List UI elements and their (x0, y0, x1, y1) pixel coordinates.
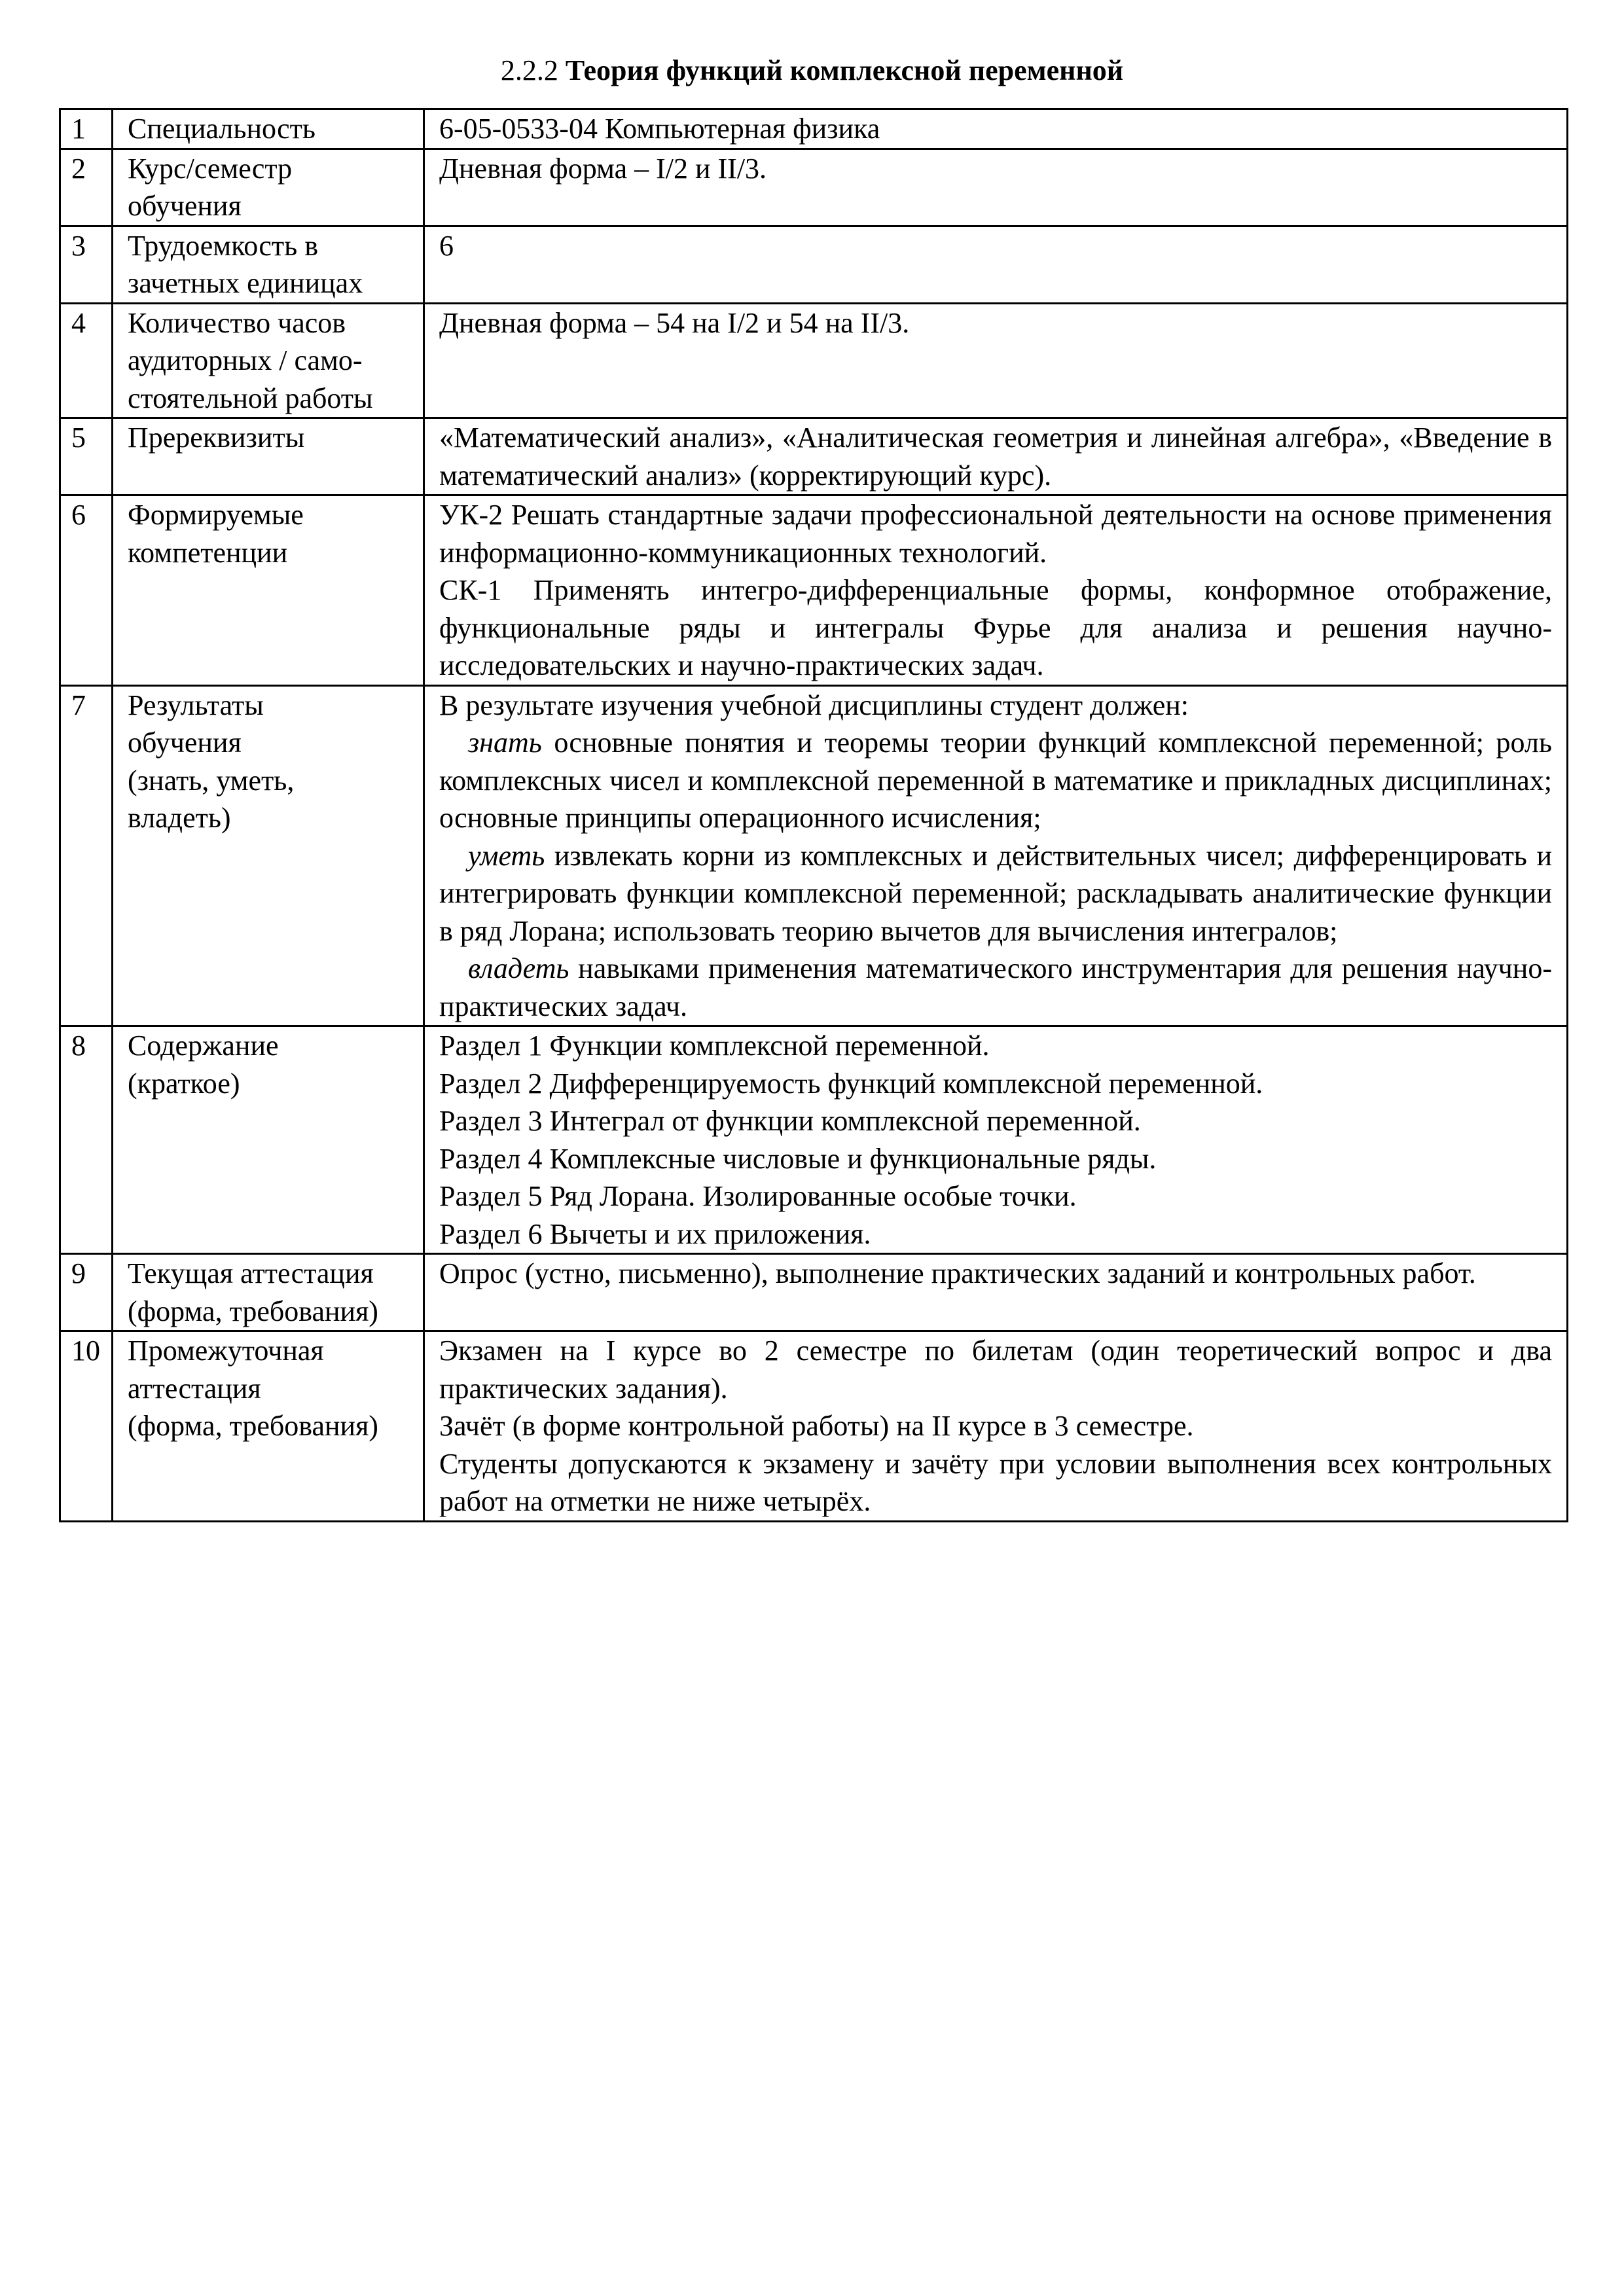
outcome-text: основные понятия и теоремы теории функций комплексной переменной; роль комплексных чисел и комплексной переменной в математике и прикладных дисциплинах; основные принципы операционного исчисления; (439, 726, 1552, 834)
content-paragraph: Дневная форма – I/2 и II/3. (439, 152, 767, 185)
row-label-line: (форма, требования) (128, 1295, 378, 1327)
row-label-line: Текущая аттестация (128, 1257, 374, 1289)
row-number: 2 (71, 152, 86, 185)
outcome-know (439, 724, 1552, 837)
row-number: 8 (71, 1030, 86, 1062)
row-label-cell (113, 109, 424, 149)
outcome-term: владеть (468, 952, 569, 984)
row-content-cell (424, 1254, 1568, 1331)
row-label-cell (113, 1026, 424, 1254)
row-content-cell (424, 149, 1568, 226)
table-row (60, 685, 1568, 1026)
row-number-cell (60, 149, 113, 226)
row-number: 1 (71, 113, 86, 145)
content-paragraph: 6-05-0533-04 Компьютерная физика (439, 113, 880, 145)
table-row (60, 1026, 1568, 1254)
row-label-line: стоятельной работы (128, 382, 373, 414)
row-label-line: Формируемые (128, 499, 304, 531)
row-content-cell (424, 418, 1568, 495)
content-section-item: Раздел 4 Комплексные числовые и функциональные ряды. (439, 1142, 1157, 1175)
table-row (60, 1331, 1568, 1522)
row-label-line: аттестация (128, 1372, 261, 1405)
outcome-text: навыками применения математического инструментария для решения научно-практических задач. (439, 952, 1552, 1022)
table-row (60, 109, 1568, 149)
outcome-term: знать (468, 726, 542, 759)
row-label-line: Промежуточная (128, 1335, 324, 1367)
row-number-cell (60, 1331, 113, 1522)
content-section-item: Раздел 2 Дифференцируемость функций комплексной переменной. (439, 1067, 1263, 1100)
row-label-line: Специальность (128, 113, 316, 145)
content-paragraph: Зачёт (в форме контрольной работы) на II курсе в 3 семестре. (439, 1410, 1194, 1442)
content-paragraph: СК-1 Применять интегро-дифференциальные формы, конформное отображение, функциональные ряды и интегралы Фурье для анализа и решения научно-исследовательских и научно-практических задач. (439, 574, 1552, 681)
row-content-cell (424, 1331, 1568, 1522)
row-label-cell (113, 303, 424, 418)
content-paragraph: «Математический анализ», «Аналитическая геометрия и линейная алгебра», «Введение в математический анализ» (корректирующий курс). (439, 422, 1552, 492)
row-label-cell (113, 149, 424, 226)
outcome-can (439, 837, 1552, 950)
row-label-line: (форма, требования) (128, 1410, 378, 1442)
table-row (60, 149, 1568, 226)
content-paragraph: Опрос (устно, письменно), выполнение практических заданий и контрольных работ. (439, 1257, 1476, 1289)
row-label-line: (краткое) (128, 1067, 240, 1100)
row-number: 3 (71, 229, 86, 262)
row-content-cell (424, 685, 1568, 1026)
row-number: 4 (71, 306, 86, 339)
section-number: 2.2.2 (500, 54, 558, 86)
row-label-cell (113, 495, 424, 686)
row-number-cell (60, 685, 113, 1026)
row-label-cell (113, 1331, 424, 1522)
row-label-line: Пререквизиты (128, 422, 305, 454)
row-number-cell (60, 303, 113, 418)
content-paragraph: Студенты допускаются к экзамену и зачёту при условии выполнения всех контрольных работ на отметки не ниже четырёх. (439, 1447, 1552, 1517)
row-label-cell (113, 685, 424, 1026)
content-section-item: Раздел 1 Функции комплексной переменной. (439, 1030, 990, 1062)
row-content-cell (424, 109, 1568, 149)
outcome-text: извлекать корни из комплексных и действительных чисел; дифференцировать и интегрировать функции комплексной переменной; раскладывать аналитические функции в ряд Лорана; использовать теорию вычетов для вычисления интегралов; (439, 839, 1552, 947)
row-number-cell (60, 1026, 113, 1254)
row-label-line: компетенции (128, 536, 288, 569)
row-label-line: обучения (128, 190, 242, 222)
row-label-line: Трудоемкость в (128, 229, 318, 262)
row-label-line: (знать, уметь, (128, 764, 295, 797)
row-label-cell (113, 1254, 424, 1331)
table-row (60, 303, 1568, 418)
table-row (60, 1254, 1568, 1331)
outcome-own (439, 950, 1552, 1025)
row-label-line: зачетных единицах (128, 267, 363, 299)
row-number: 7 (71, 689, 86, 721)
row-label-cell (113, 226, 424, 303)
row-content-cell (424, 226, 1568, 303)
section-title: Теория функций комплексной переменной (565, 54, 1124, 86)
table-row (60, 226, 1568, 303)
table-row (60, 495, 1568, 686)
content-section-item: Раздел 3 Интеграл от функции комплексной переменной. (439, 1105, 1141, 1137)
discipline-card-table (59, 108, 1568, 1522)
row-number-cell (60, 418, 113, 495)
row-number: 6 (71, 499, 86, 531)
row-content-cell (424, 495, 1568, 686)
content-paragraph: УК-2 Решать стандартные задачи профессиональной деятельности на основе применения информационно-коммуникационных технологий. (439, 499, 1552, 569)
page-title (0, 52, 1624, 89)
content-paragraph: Экзамен на I курсе во 2 семестре по билетам (один теоретический вопрос и два практических задания). (439, 1335, 1552, 1405)
outcome-term: уметь (468, 839, 545, 872)
content-section-item: Раздел 5 Ряд Лорана. Изолированные особые точки. (439, 1180, 1077, 1212)
row-number-cell (60, 226, 113, 303)
row-number: 5 (71, 422, 86, 454)
row-number-cell (60, 1254, 113, 1331)
content-paragraph: В результате изучения учебной дисциплины студент должен: (439, 689, 1189, 721)
row-label-line: Результаты (128, 689, 264, 721)
row-label-line: Количество часов (128, 306, 346, 339)
row-label-cell (113, 418, 424, 495)
row-label-line: Содержание (128, 1030, 279, 1062)
row-label-line: Курс/семестр (128, 152, 293, 185)
table-row (60, 418, 1568, 495)
row-label-line: аудиторных / само- (128, 344, 363, 376)
row-content-cell (424, 303, 1568, 418)
row-label-line: обучения (128, 726, 242, 759)
content-paragraph: 6 (439, 229, 454, 262)
content-section-item: Раздел 6 Вычеты и их приложения. (439, 1217, 871, 1250)
row-label-line: владеть) (128, 802, 231, 834)
row-number: 10 (71, 1335, 100, 1367)
row-content-cell (424, 1026, 1568, 1254)
row-number-cell (60, 109, 113, 149)
row-number: 9 (71, 1257, 86, 1289)
content-paragraph: Дневная форма – 54 на I/2 и 54 на II/3. (439, 306, 910, 339)
row-number-cell (60, 495, 113, 686)
